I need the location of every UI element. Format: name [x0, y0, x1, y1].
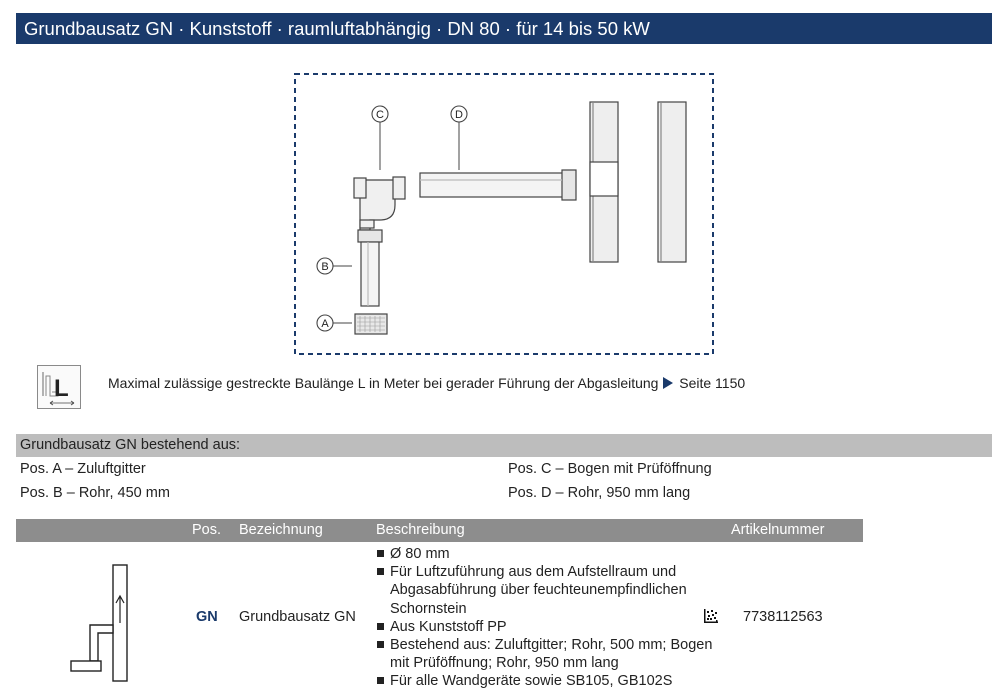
pipe-b-drawing — [358, 230, 382, 306]
set-item: Pos. A – Zuluftgitter — [20, 461, 146, 477]
col-bezeichnung: Bezeichnung — [239, 522, 323, 538]
set-item: Pos. C – Bogen mit Prüföffnung — [508, 461, 712, 477]
row-divider — [16, 541, 863, 542]
diagram-frame — [295, 74, 713, 354]
desc-item: Bestehend aus: Zuluftgitter; Rohr, 500 mm; Bogen mit Prüföffnung; Rohr, 950 mm lang — [376, 636, 716, 672]
length-icon-letter: L — [54, 375, 69, 402]
table-header — [16, 519, 863, 541]
callout-a: A — [321, 318, 329, 330]
callout-c: C — [376, 109, 384, 121]
link-arrow-icon — [663, 377, 673, 389]
col-artikelnummer: Artikelnummer — [731, 522, 825, 538]
chimney-drawing — [590, 102, 686, 262]
grille-a-drawing — [355, 314, 387, 334]
set-item: Pos. B – Rohr, 450 mm — [20, 485, 170, 501]
col-beschreibung: Beschreibung — [376, 522, 465, 538]
installation-diagram — [290, 70, 720, 360]
length-note — [108, 375, 745, 391]
callout-b: B — [321, 261, 329, 273]
callout-d: D — [455, 109, 463, 121]
set-header: Grundbausatz GN bestehend aus: — [16, 434, 992, 457]
col-pos: Pos. — [192, 522, 222, 538]
desc-item: Ø 80 mm — [376, 545, 716, 563]
length-icon — [37, 365, 81, 409]
row-bezeichnung: Grundbausatz GN — [239, 609, 356, 625]
set-item: Pos. D – Rohr, 950 mm lang — [508, 485, 691, 501]
row-beschreibung — [376, 545, 716, 691]
pipe-d-drawing — [420, 170, 576, 200]
page-title: Grundbausatz GN · Kunststoff · raumluftabhängig · DN 80 · für 14 bis 50 kW — [16, 13, 992, 44]
desc-item: Aus Kunststoff PP — [376, 618, 716, 636]
desc-item: Für Luftzuführung aus dem Aufstellraum und Abgasabführung über feuchteunempfindlichen Schornstein — [376, 563, 716, 618]
row-pos: GN — [196, 609, 218, 625]
length-note-text: Maximal zulässige gestreckte Baulänge L in Meter bei gerader Führung der Abgasleitung — [108, 375, 659, 391]
row-artikelnummer: 7738112563 — [743, 609, 823, 625]
datamatrix-icon — [704, 609, 718, 623]
desc-item: Für alle Wandgeräte sowie SB105, GB102S — [376, 672, 716, 690]
bend-c-drawing — [354, 177, 405, 230]
product-thumbnail — [66, 563, 136, 685]
page-link[interactable]: Seite 1150 — [679, 375, 746, 391]
